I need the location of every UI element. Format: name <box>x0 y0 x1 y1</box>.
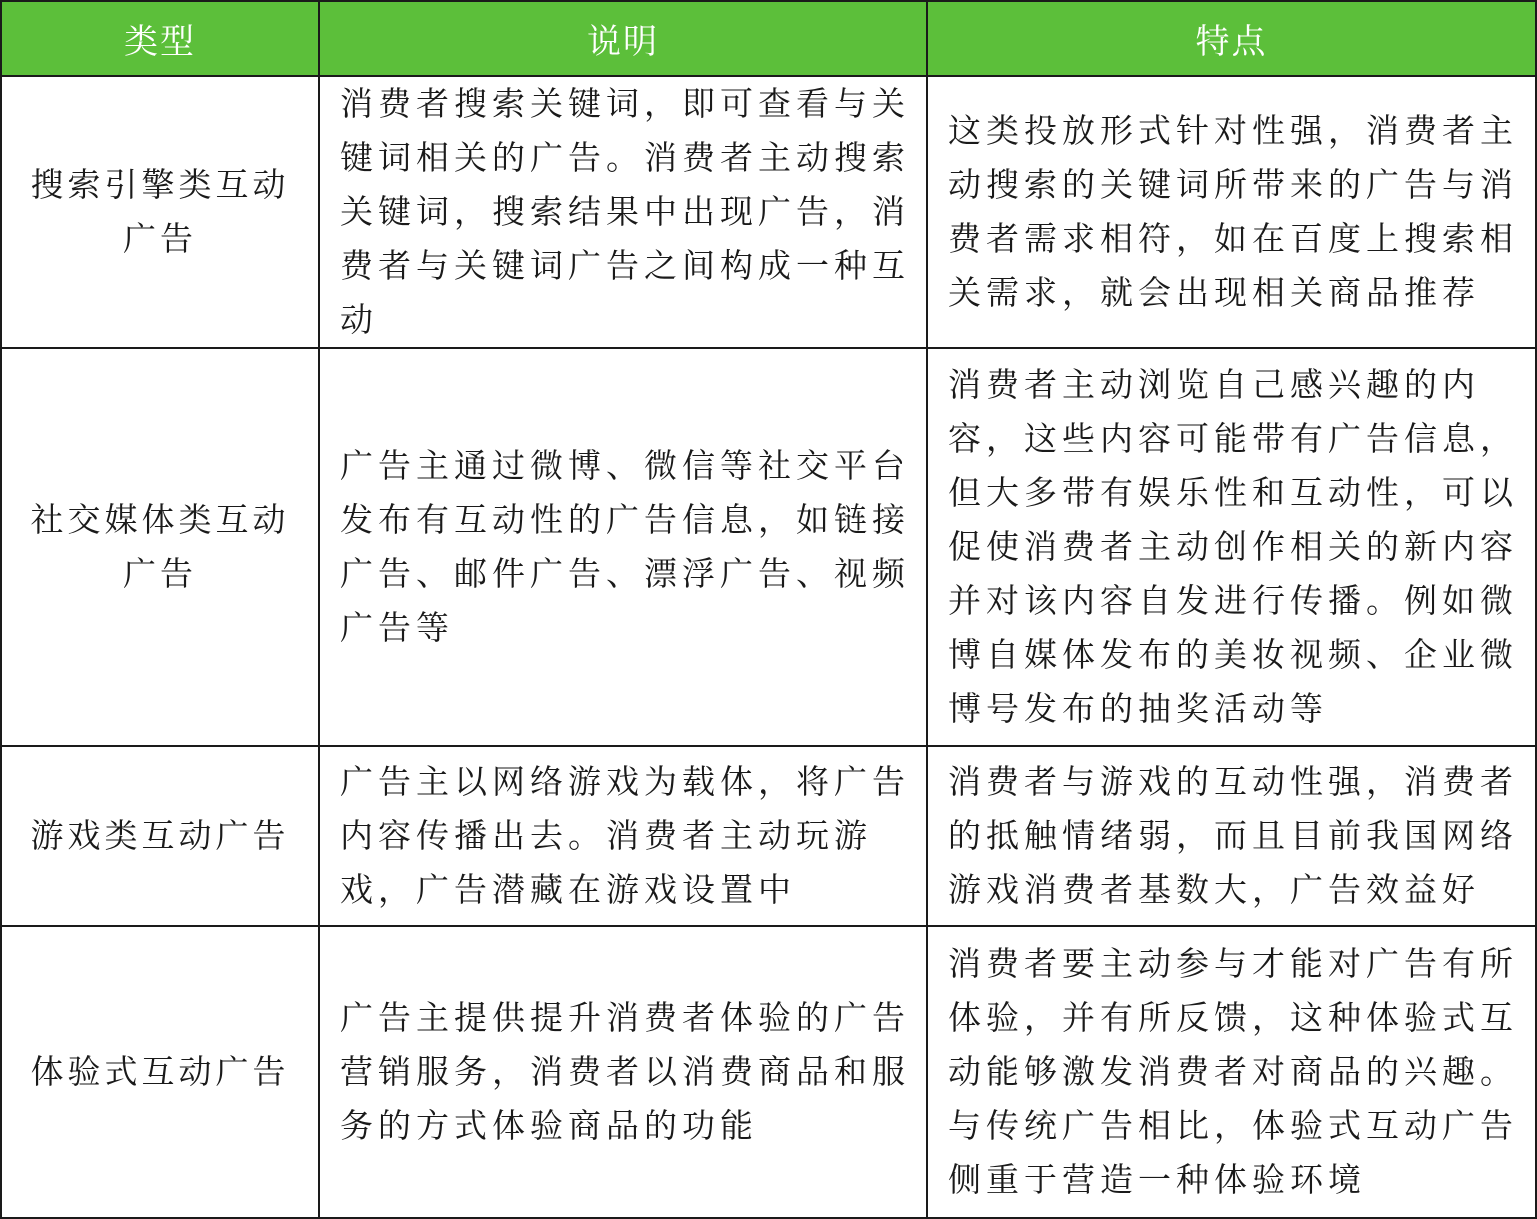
description-cell: 消费者搜索关键词，即可查看与关键词相关的广告。消费者主动搜索关键词，搜索结果中出现广告，消费者与关键词广告之间构成一种互动 <box>319 76 927 348</box>
table-row <box>1 746 1536 926</box>
header-type: 类型 <box>1 1 319 76</box>
header-features: 特点 <box>927 1 1536 76</box>
table-row <box>1 926 1536 1218</box>
type-cell: 体验式互动广告 <box>1 926 319 1218</box>
type-cell: 搜索引擎类互动广告 <box>1 76 319 348</box>
description-cell: 广告主提供提升消费者体验的广告营销服务，消费者以消费商品和服务的方式体验商品的功能 <box>319 926 927 1218</box>
table-row <box>1 76 1536 348</box>
header-row <box>1 1 1536 76</box>
table-header <box>1 1 1536 76</box>
features-cell: 这类投放形式针对性强，消费者主动搜索的关键词所带来的广告与消费者需求相符，如在百度上搜索相关需求，就会出现相关商品推荐 <box>927 76 1536 348</box>
description-cell: 广告主通过微博、微信等社交平台发布有互动性的广告信息，如链接广告、邮件广告、漂浮广告、视频广告等 <box>319 348 927 746</box>
features-cell: 消费者主动浏览自己感兴趣的内容，这些内容可能带有广告信息，但大多带有娱乐性和互动性，可以促使消费者主动创作相关的新内容并对该内容自发进行传播。例如微博自媒体发布的美妆视频、企业微博号发布的抽奖活动等 <box>927 348 1536 746</box>
type-cell: 游戏类互动广告 <box>1 746 319 926</box>
type-cell: 社交媒体类互动广告 <box>1 348 319 746</box>
table-row <box>1 348 1536 746</box>
description-cell: 广告主以网络游戏为载体，将广告内容传播出去。消费者主动玩游戏，广告潜藏在游戏设置中 <box>319 746 927 926</box>
header-description: 说明 <box>319 1 927 76</box>
features-cell: 消费者要主动参与才能对广告有所体验，并有所反馈，这种体验式互动能够激发消费者对商品的兴趣。与传统广告相比，体验式互动广告侧重于营造一种体验环境 <box>927 926 1536 1218</box>
features-cell: 消费者与游戏的互动性强，消费者的抵触情绪弱，而且目前我国网络游戏消费者基数大，广告效益好 <box>927 746 1536 926</box>
table-body <box>1 76 1536 1218</box>
